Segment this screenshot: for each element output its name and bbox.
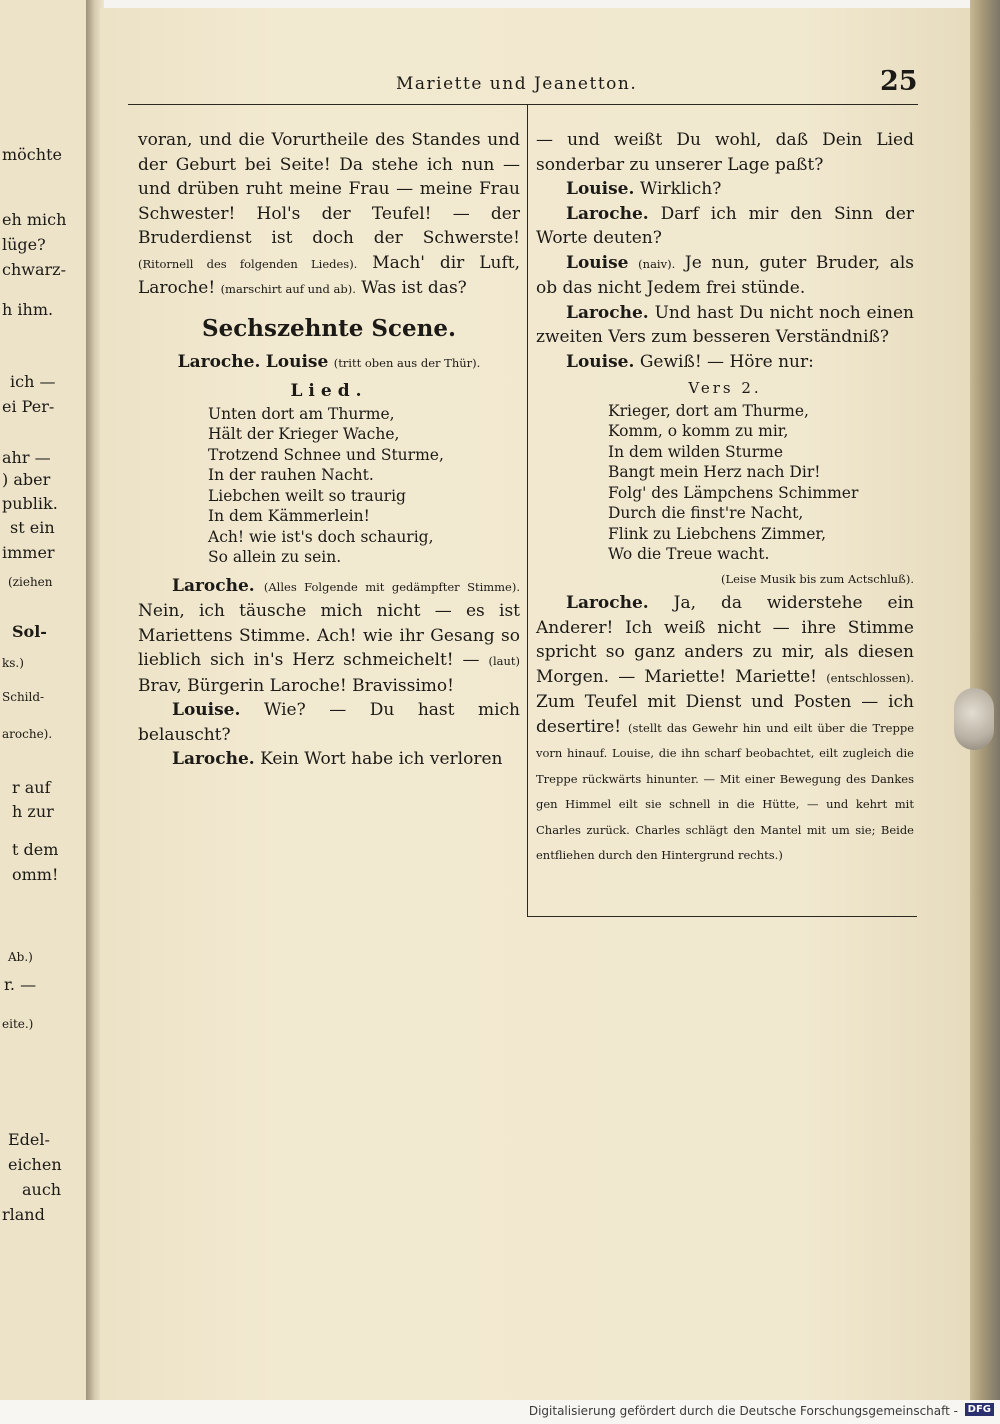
stage-direction: (Ritornell des folgenden Liedes). <box>138 256 358 271</box>
paragraph <box>536 177 914 202</box>
left-column <box>138 128 520 772</box>
text: — und weißt Du wohl, daß Dein Lied sonderbar zu unserer Lage paßt? <box>536 130 914 175</box>
text: Wie? — Du hast mich belauscht? <box>138 700 520 745</box>
dfg-logo: DFG <box>965 1403 994 1416</box>
margin-fragment: st ein <box>10 518 55 537</box>
speaker: Laroche. <box>566 203 649 224</box>
song-line: Flink zu Liebchens Zimmer, <box>608 524 827 543</box>
speaker: Laroche. <box>172 749 255 769</box>
column-divider <box>527 105 528 917</box>
speaker: Louise. <box>566 179 635 199</box>
text: Je nun, guter Bruder, als ob das nicht Jedem frei stünde. <box>536 252 915 298</box>
text: Und hast Du nicht noch einen zweiten Vers zum besseren Verständniß? <box>536 302 914 347</box>
footer-credit: Digitalisierung gefördert durch die Deutsche Forschungsgemeinschaft - <box>528 1404 958 1418</box>
right-column <box>536 128 914 868</box>
speaker: Louise. <box>566 351 635 372</box>
paragraph <box>536 350 914 375</box>
text: Darf ich mir den Sinn der Worte deuten? <box>536 203 915 248</box>
header-rule <box>128 104 918 105</box>
stage-direction: (Leise Musik bis zum Actschluß). <box>720 571 914 586</box>
margin-fragment: (ziehen <box>8 575 53 589</box>
margin-fragment: immer <box>2 543 55 562</box>
margin-fragment: t dem <box>12 840 59 859</box>
speaker: Louise. <box>172 700 241 720</box>
cast-line <box>138 350 520 376</box>
text: voran, und die Vorurtheile des Standes und der Geburt bei Seite! Da stehe ich nun — und drüben ruht meine Frau — meine Frau Schwester! Hol's der Teufel! — der Bruderdienst ist doch der Schwerste! <box>138 130 520 248</box>
margin-fragment: r. — <box>4 975 37 994</box>
stage-direction: (stellt das Gewehr hin und eilt über die Treppe vorn hinauf. Louise, die ihn scharf beobachtet, eilt zugleich die Treppe rückwärts hinunter. — Mit einer Bewegung des Dankes gen Himmel eilt sie schnell in die Hütte, — und kehrt mit Charles zurück. Charles schlägt den Mantel mit um sie; Beide entfliehen durch den Hintergrund rechts.) <box>536 720 914 862</box>
song-line: Komm, o komm zu mir, <box>608 422 789 440</box>
text: Gewiß! — Höre nur: <box>639 351 814 372</box>
speaker: Laroche. <box>566 593 649 613</box>
stage-direction: (Alles Folgende mit gedämpfter Stimme). <box>263 579 521 594</box>
paragraph <box>138 128 520 302</box>
margin-fragment: Ab.) <box>8 950 33 964</box>
speaker: Louise <box>566 252 629 273</box>
song-line: In dem wilden Sturme <box>608 442 784 461</box>
text: Brav, Bürgerin Laroche! Bravissimo! <box>138 675 454 696</box>
margin-fragment: ei Per- <box>2 397 55 416</box>
page-clip <box>954 688 994 750</box>
paragraph <box>536 202 914 251</box>
margin-fragment: publik. <box>2 494 58 513</box>
text: Mach' dir Luft, Laroche! <box>138 252 520 298</box>
verse-title: Vers 2. <box>688 379 762 397</box>
stage-direction: (entschlossen). <box>826 670 915 685</box>
song-line: Unten dort am Thurme, <box>208 404 395 423</box>
song-line: Trotzend Schnee und Sturme, <box>208 445 444 464</box>
margin-fragment: Edel- <box>8 1130 50 1149</box>
text: Nein, ich täusche mich nicht — es ist Mariettens Stimme. Ach! wie ihr Gesang so lieblich sich in's Herz schmeichelt! — <box>138 601 520 670</box>
song-line: Krieger, dort am Thurme, <box>608 401 809 420</box>
margin-fragment: eite.) <box>2 1017 34 1031</box>
margin-fragment: h zur <box>12 802 54 821</box>
song-line: Hält der Krieger Wache, <box>208 425 400 443</box>
text: Wirklich? <box>639 179 722 199</box>
margin-fragment: h ihm. <box>2 300 54 319</box>
margin-fragment: eichen <box>8 1155 62 1174</box>
margin-fragment: Sol- <box>12 622 47 641</box>
running-title: Mariette und Jeanetton. <box>396 74 638 94</box>
paragraph <box>138 747 520 772</box>
song-line: Wo die Treue wacht. <box>608 545 770 563</box>
margin-fragment: eh mich <box>2 210 67 229</box>
margin-fragment: chwarz- <box>2 260 66 279</box>
page-number: 25 <box>880 66 918 97</box>
stage-direction: (tritt oben aus der Thür). <box>333 355 481 370</box>
paragraph <box>536 591 914 868</box>
text: Ja, da widerstehe ein Anderer! Ich weiß nicht — ihre Stimme spricht so ganz anders zu mir, als diesen Morgen. — Mariette! Mariette! <box>536 593 915 687</box>
paragraph <box>138 574 520 699</box>
paragraph <box>536 251 914 301</box>
song-line: Liebchen weilt so traurig <box>208 486 406 505</box>
song-line: In der rauhen Nacht. <box>208 466 374 484</box>
song-verse <box>608 401 914 565</box>
margin-fragment: auch <box>22 1180 62 1199</box>
speaker: Laroche. <box>177 351 261 372</box>
stage-direction: (laut) <box>488 654 520 668</box>
margin-fragment: aroche). <box>2 727 53 741</box>
song-title: Lied. <box>290 381 368 401</box>
song-line: Durch die finst're Nacht, <box>608 504 804 522</box>
margin-fragment: Schild- <box>2 690 45 704</box>
speaker: Louise <box>265 351 329 372</box>
paragraph <box>536 128 914 177</box>
margin-fragment: lüge? <box>2 235 46 254</box>
speaker: Laroche. <box>566 302 649 323</box>
margin-fragment: ich — <box>10 372 56 391</box>
song-verse <box>208 404 520 568</box>
speaker: Laroche. <box>172 575 255 596</box>
stage-direction: (marschirt auf und ab). <box>220 282 356 296</box>
margin-fragment: ) aber <box>2 470 51 489</box>
margin-fragment: ks.) <box>2 656 24 670</box>
margin-fragment: möchte <box>2 145 62 164</box>
margin-fragment: ahr — <box>2 448 51 467</box>
stage-direction: (naiv). <box>638 256 676 271</box>
song-line: Bangt mein Herz nach Dir! <box>608 463 821 481</box>
margin-fragment: rland <box>2 1205 45 1224</box>
margin-fragment: omm! <box>12 865 59 884</box>
song-line: Folg' des Lämpchens Schimmer <box>608 483 859 502</box>
song-line: Ach! wie ist's doch schaurig, <box>208 527 434 546</box>
paragraph <box>138 698 520 747</box>
song-line: So allein zu sein. <box>208 548 342 566</box>
paragraph <box>536 301 914 350</box>
text: Was ist das? <box>361 278 467 298</box>
text: Zum Teufel mit Dienst und Posten — ich desertire! <box>536 692 914 737</box>
song-line: In dem Kämmerlein! <box>208 507 370 525</box>
text: Kein Wort habe ich verloren <box>260 749 503 769</box>
end-rule <box>527 916 917 917</box>
scene-heading: Sechszehnte Scene. <box>202 314 456 342</box>
margin-fragment: r auf <box>12 778 51 797</box>
